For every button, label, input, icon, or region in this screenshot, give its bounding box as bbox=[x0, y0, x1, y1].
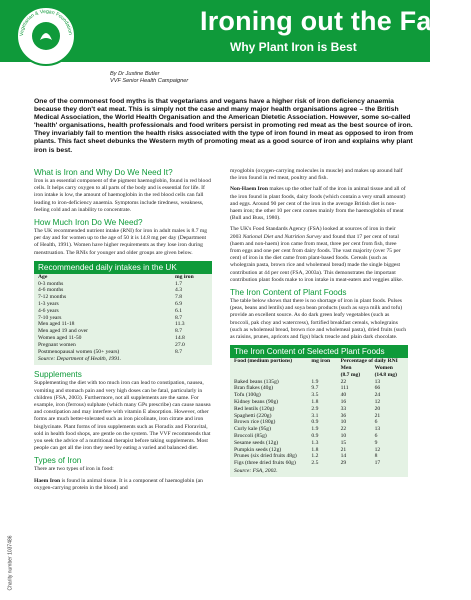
mg-iron-cell: 1.7 bbox=[175, 280, 183, 287]
food-cell: Pumpkin seeds (12g) bbox=[234, 446, 282, 453]
plant-source: Source: FSA, 2002. bbox=[234, 468, 278, 475]
charity-number-text: Charity number 1037486 bbox=[7, 535, 14, 591]
age-group-cell: 4-6 months bbox=[38, 287, 64, 294]
plant-table-box bbox=[230, 345, 408, 477]
charity-number bbox=[3, 470, 15, 595]
paragraph-haem-iron bbox=[34, 478, 212, 492]
food-cell: Bran flakes (40g) bbox=[234, 385, 274, 392]
table-row bbox=[230, 406, 408, 413]
paragraph-what-is-iron: Iron is an essential component of the pigment haemoglobin, found in red blood cells. It helps carry oxygen to all parts of the body and is essential for life. If iron intake is low, the amount of haemoglobin in the red blood cells can fall leading to iron-deficiency anaemia. Symptoms include tiredness, weakness, feeling cold and an inability to concentrate. bbox=[34, 178, 211, 213]
author-name: By Dr Justine Butler bbox=[110, 71, 160, 77]
table-row bbox=[34, 321, 212, 328]
table-row bbox=[230, 426, 408, 433]
col-header-food: Food (medium portions) bbox=[234, 358, 293, 365]
men-pct-cell: 22 bbox=[340, 378, 347, 385]
col-header-age: Age bbox=[38, 273, 48, 280]
mg-iron-cell: 3.1 bbox=[311, 412, 319, 419]
section-heading-supplements: Supplements bbox=[34, 370, 82, 380]
men-pct-cell: 22 bbox=[340, 426, 347, 433]
women-pct-cell: 13 bbox=[374, 378, 381, 385]
mg-iron-cell: 11.3 bbox=[175, 321, 185, 328]
fsa-survey-title: National Diet and Nutrition Survey bbox=[242, 233, 322, 240]
rdi-table-box bbox=[34, 261, 212, 366]
intro-paragraph: One of the commonest food myths is that vegetarians and vegans have a higher risk of iron deficiency anaemia because they don't eat meat. This is simply not the case and many major health organisations agree – the British Medical Association, the World Health Organisation and the American Dietetic Association. However, some so-called 'health' organisations, health professionals and food writers persist in promoting red meat as the best source of iron. They invariably fail to mention the health risks associated with the type of iron found in meat as opposed to iron from plants. This fact sheet debunks the Western myth of promoting meat as a good source of iron and explains why plant iron is best. bbox=[34, 98, 414, 154]
table-row bbox=[230, 440, 408, 447]
logo-ring bbox=[16, 6, 76, 66]
plant-table bbox=[230, 358, 408, 467]
table-row bbox=[34, 349, 212, 356]
men-pct-cell: 40 bbox=[340, 392, 347, 399]
col-header-women: Women bbox=[374, 365, 393, 372]
food-cell: Figs (three dried fruits 60g) bbox=[234, 460, 296, 467]
women-pct-cell: 12 bbox=[374, 446, 381, 453]
food-cell: Baked beans (135g) bbox=[234, 378, 279, 385]
men-pct-cell: 111 bbox=[340, 385, 349, 392]
table-row bbox=[34, 315, 212, 322]
men-pct-cell: 14 bbox=[340, 453, 347, 460]
mg-iron-cell: 6.9 bbox=[175, 301, 183, 308]
author-role: VVF Senior Health Campaigner bbox=[110, 78, 189, 85]
rdi-table bbox=[34, 274, 212, 356]
mg-iron-cell: 1.2 bbox=[311, 453, 319, 460]
table-row bbox=[34, 294, 212, 301]
women-pct-cell: 20 bbox=[374, 405, 381, 412]
food-cell: Spaghetti (220g) bbox=[234, 412, 272, 419]
women-pct-cell: 17 bbox=[374, 460, 381, 467]
right-column bbox=[230, 168, 408, 482]
byline bbox=[110, 71, 188, 85]
paragraph-types-intro: There are two types of iron in food: bbox=[34, 466, 114, 473]
age-group-cell: Women aged 11-50 bbox=[38, 335, 82, 341]
paragraph-how-much: The UK recommended nutrient intake (RNI) for iron in adult males is 8.7 mg per day and for women up to the age of 50 it is 14.8 mg per day (Department of Health, 1991). Women have higher requirements as they lose iron during menstruation. The RNIs for younger and older groups are given below. bbox=[34, 228, 208, 256]
table-row bbox=[34, 308, 212, 315]
age-group-cell: Pregnant women bbox=[38, 341, 76, 348]
mg-iron-cell: 0.9 bbox=[311, 433, 319, 440]
mg-iron-cell: 1.8 bbox=[311, 399, 319, 406]
rdi-source: Source: Department of Health, 1991. bbox=[38, 356, 122, 363]
food-cell: Curly kale (95g) bbox=[234, 426, 271, 433]
mg-iron-cell: 1.9 bbox=[311, 426, 319, 433]
mg-iron-cell: 8.7 bbox=[175, 348, 183, 355]
mg-iron-cell: 1.9 bbox=[311, 378, 319, 385]
left-column bbox=[34, 168, 212, 496]
non-haem-text: makes up the other half of the iron in animal tissue and all of the iron found in plant foods, dairy foods (which contain a very small amount) and eggs. Around 90 per cent of the iron in the average British diet is non-haem iron; the other 10 per cent comes mainly from the haemoglobin of meat (Bull and Buss, 1980). bbox=[230, 186, 406, 222]
vvf-logo bbox=[16, 6, 76, 78]
women-pct-cell: 8 bbox=[374, 453, 378, 460]
age-group-cell: Postmenopausal women (50+ years) bbox=[38, 348, 120, 355]
mg-iron-cell: 1.8 bbox=[311, 446, 319, 453]
food-cell: Brown rice (180g) bbox=[234, 419, 276, 426]
mg-iron-cell: 9.7 bbox=[311, 385, 319, 392]
mg-iron-cell: 3.5 bbox=[311, 392, 319, 399]
col-header-men: Men bbox=[340, 365, 352, 372]
age-group-cell: Men aged 11-18 bbox=[38, 321, 75, 328]
table-row bbox=[34, 342, 212, 349]
men-pct-cell: 33 bbox=[340, 405, 347, 412]
paragraph-supplements: Supplementing the diet with too much iron can lead to constipation, nausea, vomiting and stomach pain and very high doses can be fatal, particularly in children (FSA, 2003). Furthermore, not all supplements are the same. For example, iron (ferrous) sulphate (which many GPs prescribe) can cause nausea and constipation and may interfere with vitamin E absorption. However, other forms are much better-tolerated such as iron picolinate, iron citrate and iron bisglycinate. Plant forms of iron supplements such as Floradix and Floravital, sold in health food shops, are gentle on the system. The VVF recommends that you seek the advice of a nutritional therapist before taking supplements. Most people can get all the iron they need by eating a varied and balanced diet. bbox=[34, 380, 211, 452]
food-cell: Kidney beans (90g) bbox=[234, 399, 279, 406]
food-cell: Sesame seeds (12g) bbox=[234, 439, 279, 446]
paragraph-plant-iron: The table below shows that there is no shortage of iron in plant foods. Pulses (peas, beans and lentils) and soya bean products (such as soya milk and tofu) provide an excellent source. As do dark green leafy vegetables (such as broccoli, pak choy and watercress), fortified breakfast cereals, wholegrains (such as wholemeal bread, brown rice and wholemeal pasta), dried fruits (such as raisins, prunes, apricots and figs) black treacle and plain dark chocolate. bbox=[230, 298, 406, 341]
col-header-mg: mg iron bbox=[311, 358, 331, 365]
mg-iron-cell: 2.5 bbox=[311, 460, 319, 467]
table-row bbox=[34, 287, 212, 294]
men-pct-cell: 36 bbox=[340, 412, 347, 419]
mg-iron-cell: 0.9 bbox=[311, 419, 319, 426]
mg-iron-cell: 8.7 bbox=[175, 314, 183, 321]
age-group-cell: 7-10 years bbox=[38, 314, 62, 321]
mg-iron-cell: 8.7 bbox=[175, 328, 183, 335]
age-group-cell: 4-6 years bbox=[38, 307, 59, 314]
women-pct-cell: 24 bbox=[374, 392, 381, 399]
plant-table-title: The Iron Content of Selected Plant Foods bbox=[230, 345, 408, 358]
mg-iron-cell: 27.0 bbox=[175, 341, 185, 348]
col-header-men-sub: (8.7 mg) bbox=[340, 371, 361, 378]
men-pct-cell: 10 bbox=[340, 433, 347, 440]
paragraph-myoglobin: myoglobin (oxygen-carrying molecules in muscle) and makes up around half the iron found in red meat, poultry and fish. bbox=[230, 168, 403, 182]
men-pct-cell: 21 bbox=[340, 446, 347, 453]
mg-iron-cell: 4.3 bbox=[175, 287, 183, 294]
rdi-table-title: Recommended daily intakes in the UK bbox=[34, 261, 212, 274]
women-pct-cell: 6 bbox=[374, 419, 378, 426]
table-row bbox=[230, 433, 408, 440]
paragraph-non-haem bbox=[230, 186, 408, 222]
table-row bbox=[34, 328, 212, 335]
food-cell: Tofu (100g) bbox=[234, 392, 261, 399]
table-header-row bbox=[34, 274, 212, 281]
col-header-women-sub: (14.8 mg) bbox=[374, 371, 397, 378]
fsa-text-a: The UK's Food Standards Agency (FSA) looked at sources of iron in their 2003 bbox=[230, 226, 396, 240]
table-row bbox=[34, 301, 212, 308]
women-pct-cell: 13 bbox=[374, 426, 381, 433]
section-heading-what-is-iron: What is Iron and Why Do We Need It? bbox=[34, 168, 173, 177]
food-cell: Broccoli (85g) bbox=[234, 433, 267, 440]
women-pct-cell: 6 bbox=[374, 433, 378, 440]
non-haem-label: Non-Haem Iron bbox=[230, 186, 268, 193]
table-row bbox=[230, 460, 408, 467]
svg-text:Vegetarian & Vegan Foundation: Vegetarian & Vegan Foundation bbox=[18, 8, 73, 37]
age-group-cell: 7-12 months bbox=[38, 294, 67, 301]
women-pct-cell: 9 bbox=[374, 439, 378, 446]
fsa-text-b: and found that 17 per cent of total (haem and non-haem) iron came from meat, three per cent from fish, three from eggs and one per cent from dairy foods. The vast majority (over 75 per cent) of iron in the diet came from plant-based foods. Cereals (such as wholegrain pasta, brown rice and wholemeal bread) made the single biggest contribution at 44 per cent (FSA, 2003a). This demonstrates the important contribution plant foods make to iron intake in meat-eaters and veggies alike. bbox=[230, 233, 404, 283]
women-pct-cell: 66 bbox=[374, 385, 381, 392]
page-subtitle: Why Plant Iron is Best bbox=[230, 40, 357, 54]
age-group-cell: 1-3 years bbox=[38, 301, 59, 308]
women-pct-cell: 12 bbox=[374, 399, 381, 406]
section-heading-plant-iron: The Iron Content of Plant Foods bbox=[230, 288, 347, 298]
page-title: Ironing out the Facts bbox=[200, 6, 471, 36]
mg-iron-cell: 1.3 bbox=[311, 439, 319, 446]
mg-iron-cell: 14.8 bbox=[175, 335, 185, 341]
col-header-mg: mg iron bbox=[175, 273, 194, 280]
men-pct-cell: 16 bbox=[340, 399, 347, 406]
section-heading-types-of-iron: Types of Iron bbox=[34, 456, 82, 466]
table-row bbox=[34, 281, 212, 288]
table-header-row bbox=[230, 358, 408, 365]
age-group-cell: Men aged 19 and over bbox=[38, 328, 89, 335]
mg-iron-cell: 2.9 bbox=[311, 405, 319, 412]
age-group-cell: 0-3 months bbox=[38, 280, 64, 287]
food-cell: Prunes (six dried fruits 48g) bbox=[234, 453, 297, 460]
men-pct-cell: 29 bbox=[340, 460, 347, 467]
paragraph-fsa bbox=[230, 226, 408, 284]
col-header-pct: Percentage of daily RNI bbox=[340, 358, 398, 365]
haem-iron-label: Haem Iron bbox=[34, 477, 61, 484]
mg-iron-cell: 7.8 bbox=[175, 294, 183, 301]
table-row bbox=[230, 399, 408, 406]
section-heading-how-much: How Much Iron Do We Need? bbox=[34, 218, 143, 228]
table-row bbox=[34, 335, 212, 342]
men-pct-cell: 15 bbox=[340, 439, 347, 446]
food-cell: Red lentils (120g) bbox=[234, 405, 275, 412]
haem-iron-text: is found in animal tissue. It is a component of haemoglobin (an oxygen-carrying protein in the blood) and bbox=[34, 477, 203, 491]
women-pct-cell: 21 bbox=[374, 412, 381, 419]
mg-iron-cell: 6.1 bbox=[175, 307, 183, 314]
men-pct-cell: 10 bbox=[340, 419, 347, 426]
